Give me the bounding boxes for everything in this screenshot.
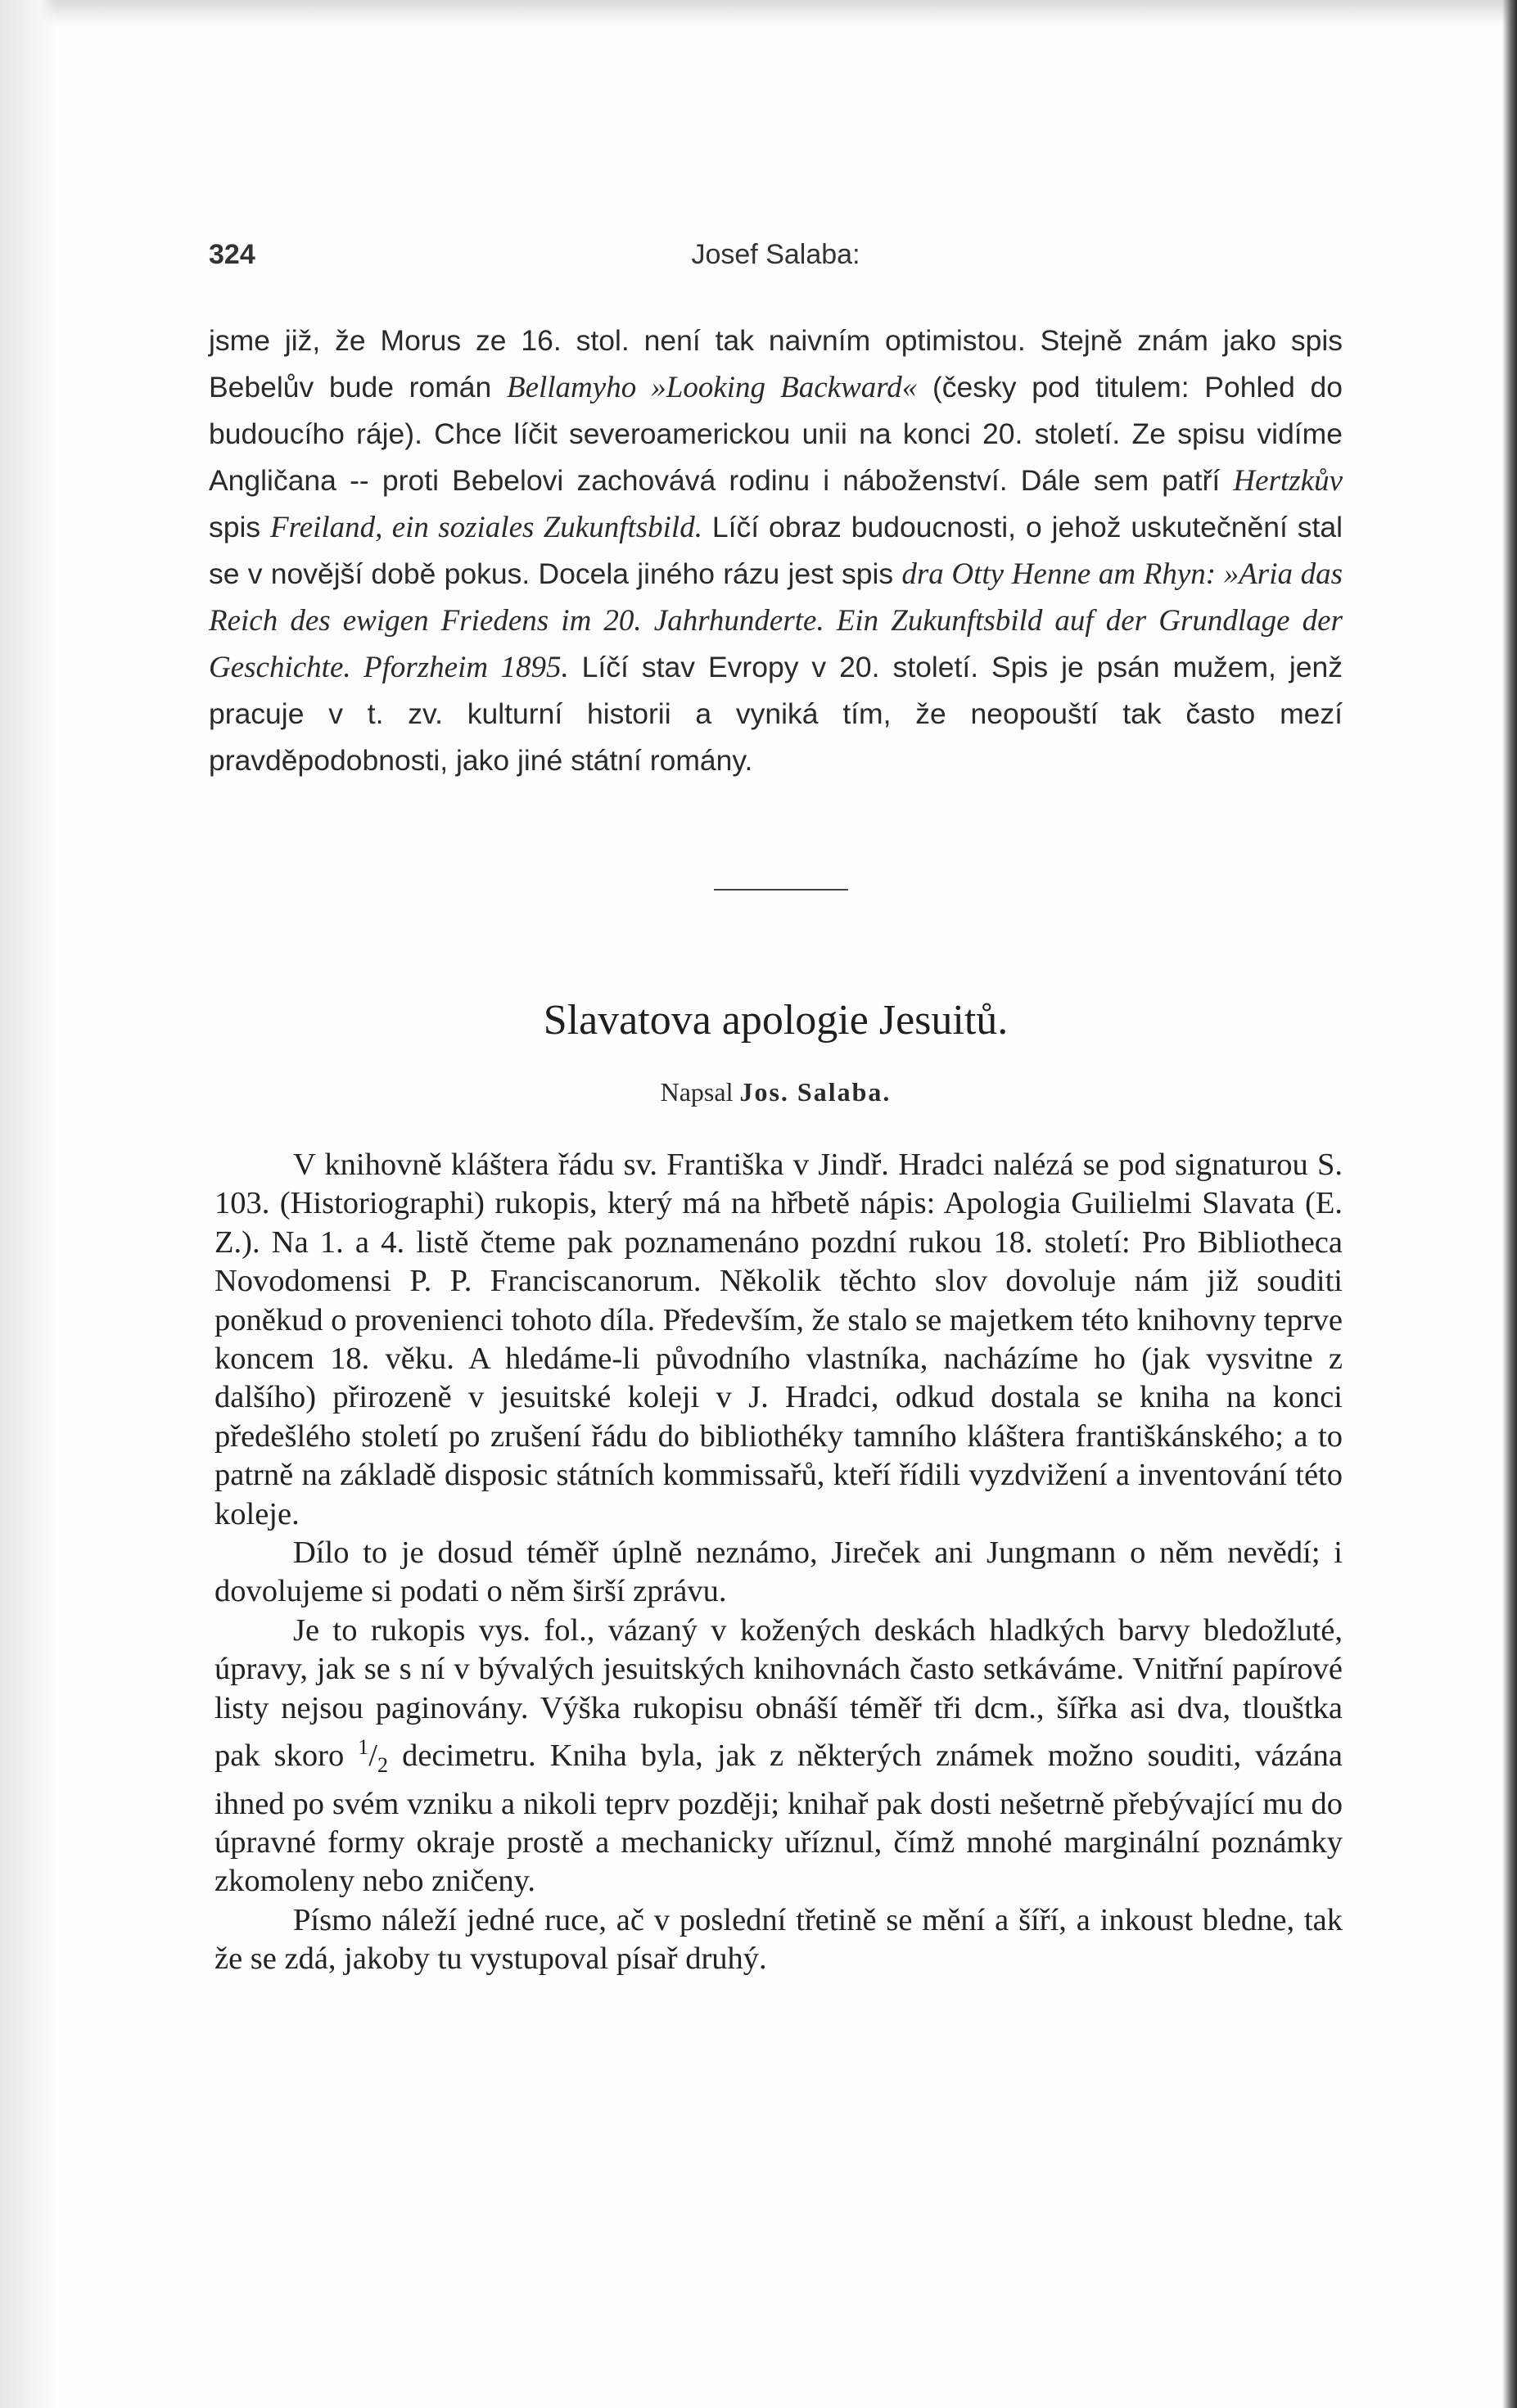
- text-span: Je to rukopis vys. fol., vázaný v kožených deskách hladkých barvy bledožluté, úpravy, jak se s ní v bývalých jesuitských knihovnách často setkáváme. Vnitřní papírové listy nejsou paginovány. Výška rukopisu obnáší téměř tři dcm., šířka asi dva, tlouštka pak skoro: [214, 1612, 1343, 1774]
- paragraph: V knihovně kláštera řádu sv. Františka v Jindř. Hradci nalézá se pod signaturou S. 103. (Historiographi) rukopis, který má na hřbetě nápis: Apologia Guilielmi Slavata (E. Z.). Na 1. a 4. listě čteme pak poznamenáno pozdní rukou 18. století: Pro Bibliotheca Novodomensi P. P. Franciscanorum. Několik těchto slov dovoluje nám již souditi poněkud o provenienci tohoto díla. Především, že stalo se majetkem této knihovny teprve koncem 18. věku. A hledáme-li původního vlastníka, nacházíme ho (jak vysvitne z dalšího) přirozeně v jesuitské koleji v J. Hradci, odkud dostala se kniha na konci předešlého století po zrušení řádu do bibliothéky tamního kláštera františkánského; a to patrně na základě disposic státních kommissařů, kteří řídili vyzdvižení a inventování této koleje.: [214, 1148, 1343, 1531]
- article-body: [214, 1146, 1343, 1979]
- byline-prefix: Napsal: [660, 1077, 734, 1107]
- italic-title: Bellamyho »Looking Backward«: [506, 371, 918, 404]
- italic-title: dra Otty Henne am Rhyn: »Aria das Reich des ewigen Friedens im 20. Jahrhunderte. Ein Zukunftsbild auf der Grundlage der Geschichte. Pforzheim 1895.: [209, 557, 1343, 684]
- byline: [209, 1072, 1343, 1112]
- fraction-half: $^1/_2$: [358, 1735, 388, 1778]
- text-span: spis: [209, 511, 271, 543]
- text-span: Líčí stav Evropy v 20. století. Spis je psán mužem, jenž pracuje v t. zv. kulturní historii a vyniká tím, že neopouští tak často mezí pravděpodobnosti, jako jiné státní romány.: [209, 651, 1343, 777]
- page-edge-right: [1502, 0, 1517, 2408]
- fraction-denominator: 2: [377, 1753, 388, 1778]
- article-title: Slavatova apologie Jesuitů.: [543, 997, 1009, 1044]
- italic-name: Hertzkův: [1233, 464, 1343, 498]
- text-span: Líčí obraz budoucnosti, o jehož uskutečnění stal se v novější době pokus. Docela jiného rázu jest spis: [209, 511, 1343, 590]
- paragraph: [209, 318, 1343, 784]
- paragraph: [214, 1612, 1343, 1901]
- page-edge-top: [0, 0, 1517, 25]
- paragraph: Dílo to je dosud téměř úplně neznámo, Jireček ani Jungmann o něm nevědí; i dovolujeme si podati o něm širší zprávu.: [214, 1535, 1343, 1609]
- page-number: 324: [209, 239, 255, 270]
- byline-author: Jos. Salaba.: [739, 1077, 892, 1107]
- running-head: [209, 239, 1343, 280]
- header-title: Josef Salaba:: [691, 239, 860, 270]
- page-edge-left: [0, 0, 57, 2408]
- text-span: decimetru. Kniha byla, jak z některých známek možno souditi, vázána ihned po svém vzniku a nikoli teprv později; knihař pak dosti nešetrně přebývající mu do úpravné formy okraje prostě a mechanicky uříznul, čímž mnohé marginální poznámky zkomoleny nebo zničeny.: [214, 1738, 1343, 1899]
- italic-title: Freiland, ein soziales Zukunftsbild.: [270, 511, 702, 544]
- text-span: jsme již, že Morus ze 16. stol. není tak naivním optimistou. Stejně znám jako spis Bebelův bude román: [209, 324, 1343, 404]
- paragraph: Písmo náleží jedné ruce, ač v poslední třetině se mění a šíří, a inkoust bledne, tak že se zdá, jakoby tu vystupoval písař druhý.: [214, 1902, 1343, 1977]
- previous-article-ending: [209, 318, 1343, 784]
- text-span: (česky pod titulem: Pohled do budoucího ráje). Chce líčit severoamerickou unii na konci 20. století. Ze spisu vidíme Angličana -- proti Bebelovi zachovává rodinu i náboženství. Dále sem patří: [209, 371, 1343, 497]
- section-divider: [714, 889, 848, 891]
- fraction-numerator: 1: [358, 1735, 369, 1760]
